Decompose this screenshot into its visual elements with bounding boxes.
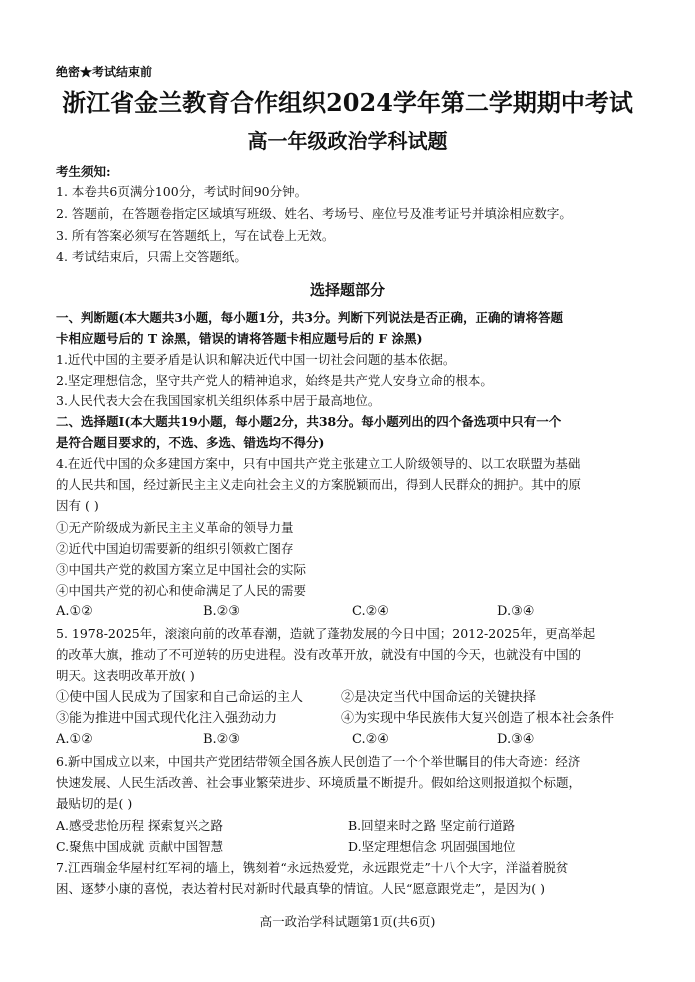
exam-subtitle: 高一年级政治学科试题 [247, 129, 448, 153]
q5-statement: ②是决定当代中国命运的关键抉择 [341, 690, 537, 705]
q7-stem: 7.江西瑞金华屋村红军祠的墙上，镌刻着“永远热爱党，永远跟党走”十八个大字，洋溢着脱贫 [56, 860, 569, 875]
judgement-question: 2.坚定理想信念，坚守共产党人的精神追求，始终是共产党人安身立命的根本。 [56, 373, 493, 388]
q6-stem: 最贴切的是( ) [56, 796, 133, 811]
q5-option-c: C.②④ [352, 732, 389, 747]
q6-option-b: B.回望来时之路 坚定前行道路 [348, 818, 516, 833]
q4-statement: ①无产阶级成为新民主主义革命的领导力量 [56, 520, 294, 535]
q5-stem: 明天。这表明改革开放( ) [56, 668, 195, 683]
judgement-question: 3.人民代表大会在我国国家机关组织体系中居于最高地位。 [56, 393, 381, 408]
q5-statement: ③能为推进中国式现代化注入强劲动力 [56, 711, 278, 726]
exam-title: 浙江省金兰教育合作组织2024学年第二学期期中考试 [62, 88, 633, 117]
notice-item: 1. 本卷共6页满分100分，考试时间90分钟。 [56, 184, 308, 199]
q4-option-a: A.①② [56, 604, 93, 619]
confidential-label: 绝密★考试结束前 [56, 65, 153, 79]
notice-item: 2. 答题前，在答题卷指定区域填写班级、姓名、考场号、座位号及准考证号并填涂相应数字。 [56, 206, 572, 221]
q5-stem: 5. 1978-2025年，滚滚向前的改革春潮，造就了蓬勃发展的今日中国；2012-2025年，更高举起 [56, 626, 596, 641]
q6-stem: 快速发展、人民生活改善、社会事业繁荣进步、环境质量不断提升。假如给这则报道拟个标题， [56, 775, 582, 790]
section-title: 选择题部分 [309, 281, 385, 299]
q5-statement: ①使中国人民成为了国家和自己命运的主人 [56, 690, 304, 705]
q6-option-d: D.坚定理想信念 巩固强国地位 [348, 839, 516, 854]
q4-stem: 因有 ( ) [56, 498, 99, 513]
part2-instruction: 是符合题目要求的，不选、多选、错选均不得分) [56, 435, 325, 450]
q4-option-d: D.③④ [497, 604, 535, 619]
notice-item: 4. 考试结束后，只需上交答题纸。 [56, 249, 247, 264]
part2-instruction: 二、选择题Ⅰ(本大题共19小题，每小题2分，共38分。每小题列出的四个备选项中只有一个 [56, 414, 562, 429]
judgement-question: 1.近代中国的主要矛盾是认识和解决近代中国一切社会问题的基本依据。 [56, 352, 456, 367]
q5-option-b: B.②③ [203, 732, 240, 747]
q7-stem: 困、逐梦小康的喜悦，表达着村民对新时代最真挚的情谊。人民“愿意跟党走”，是因为( ) [56, 881, 546, 896]
notice-item: 3. 所有答案必须写在答题纸上，写在试卷上无效。 [56, 228, 335, 243]
q5-stem: 的改革大旗，推动了不可逆转的历史进程。没有改革开放，就没有中国的今天，也就没有中国的 [56, 647, 582, 662]
q6-option-a: A.感受悲怆历程 探索复兴之路 [56, 818, 223, 833]
q6-option-c: C.聚焦中国成就 贡献中国智慧 [56, 839, 224, 854]
q4-statement: ③中国共产党的救国方案立足中国社会的实际 [56, 562, 307, 577]
part1-instruction: 卡相应题号后的 T 涂黑，错误的请将答题卡相应题号后的 F 涂黑) [56, 331, 423, 346]
q5-option-a: A.①② [56, 732, 93, 747]
q4-option-b: B.②③ [203, 604, 240, 619]
q6-stem: 6.新中国成立以来，中国共产党团结带领全国各族人民创造了一个个举世瞩目的伟大奇迹：经济 [56, 754, 581, 769]
q4-stem: 的人民共和国，经过新民主主义走向社会主义的方案脱颖而出，得到人民群众的拥护。其中的原 [56, 477, 582, 492]
q4-statement: ④中国共产党的初心和使命满足了人民的需要 [56, 583, 307, 598]
q4-stem: 4.在近代中国的众多建国方案中，只有中国共产党主张建立工人阶级领导的、以工农联盟为基础 [56, 456, 581, 471]
notice-heading: 考生须知: [56, 164, 111, 179]
part1-instruction: 一、判断题(本大题共3小题，每小题1分，共3分。判断下列说法是否正确，正确的请将答题 [56, 310, 564, 325]
page-footer: 高一政治学科试题第1页(共6页) [259, 914, 436, 929]
q4-option-c: C.②④ [352, 604, 389, 619]
q5-option-d: D.③④ [497, 732, 535, 747]
q5-statement: ④为实现中华民族伟大复兴创造了根本社会条件 [341, 711, 615, 726]
q4-statement: ②近代中国迫切需要新的组织引领救亡图存 [56, 541, 294, 556]
